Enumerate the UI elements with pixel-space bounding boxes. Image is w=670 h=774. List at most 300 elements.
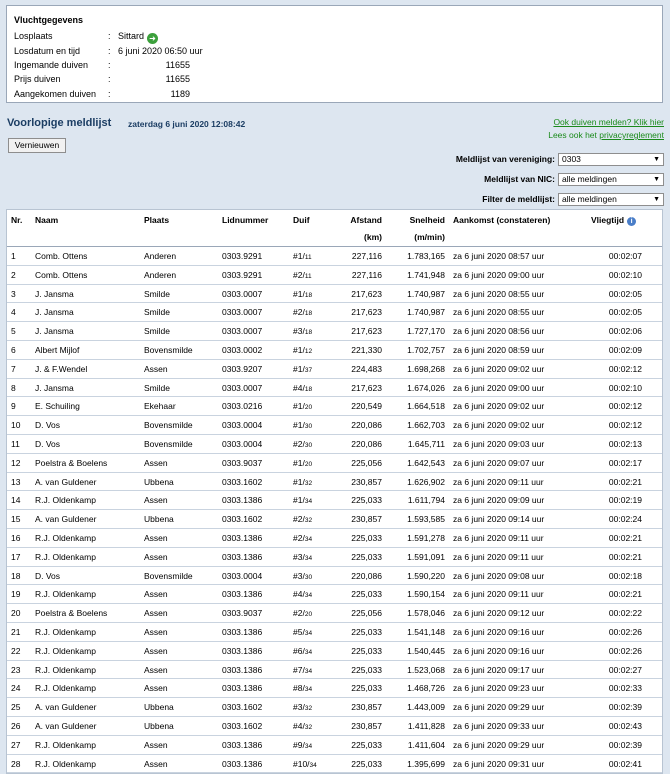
cell-nr: 28 xyxy=(11,758,21,769)
cell-lidnummer: 0303.0004 xyxy=(222,420,263,431)
cell-naam: R.J. Oldenkamp xyxy=(35,589,96,600)
col-aankomst: Aankomst (constateren) xyxy=(453,215,551,225)
cell-afstand: 217,623 xyxy=(351,288,382,299)
cell-duif: #3/34 xyxy=(293,551,313,562)
cell-snelheid: 1.593,585 xyxy=(407,514,445,525)
cell-plaats: Assen xyxy=(144,664,168,675)
cell-naam: A. van Guldener xyxy=(35,476,97,487)
cell-snelheid: 1.411,828 xyxy=(407,720,445,731)
cell-vliegtijd: 00:02:39 xyxy=(608,739,642,750)
cell-aankomst: za 6 juni 2020 09:33 uur xyxy=(453,720,545,731)
col-duif: Duif xyxy=(293,215,310,225)
cell-plaats: Bovensmilde xyxy=(144,438,193,449)
cell-nr: 14 xyxy=(11,495,21,506)
cell-lidnummer: 0303.0007 xyxy=(222,382,263,393)
cell-vliegtijd: 00:02:21 xyxy=(608,589,642,600)
cell-plaats: Smilde xyxy=(144,326,170,337)
vereniging-select[interactable]: 0303 ▼ xyxy=(558,153,664,166)
cell-nr: 5 xyxy=(11,326,16,337)
cell-plaats: Anderen xyxy=(144,269,177,280)
cell-aankomst: za 6 juni 2020 08:59 uur xyxy=(453,344,545,355)
table-row xyxy=(7,397,662,416)
table-row xyxy=(7,604,662,623)
cell-lidnummer: 0303.9291 xyxy=(222,269,263,280)
cell-afstand: 221,330 xyxy=(351,344,382,355)
cell-aankomst: za 6 juni 2020 08:55 uur xyxy=(453,307,545,318)
cell-vliegtijd: 00:02:09 xyxy=(608,344,642,355)
cell-plaats: Assen xyxy=(144,551,168,562)
report-pigeons-link[interactable]: Ook duiven melden? Klik hier xyxy=(553,117,664,127)
prijs-value: 11655 xyxy=(165,74,190,84)
cell-aankomst: za 6 juni 2020 09:00 uur xyxy=(453,382,545,393)
cell-afstand: 225,033 xyxy=(351,589,382,600)
table-row xyxy=(7,736,662,755)
cell-aankomst: za 6 juni 2020 08:56 uur xyxy=(453,326,545,337)
cell-nr: 12 xyxy=(11,457,21,468)
go-arrow-icon[interactable]: ➜ xyxy=(147,33,158,44)
cell-aankomst: za 6 juni 2020 09:02 uur xyxy=(453,420,545,431)
cell-afstand: 225,056 xyxy=(351,457,382,468)
cell-snelheid: 1.523,068 xyxy=(407,664,445,675)
cell-lidnummer: 0303.1386 xyxy=(222,758,263,769)
cell-naam: J. Jansma xyxy=(35,382,74,393)
cell-lidnummer: 0303.0007 xyxy=(222,326,263,337)
cell-aankomst: za 6 juni 2020 09:03 uur xyxy=(453,438,545,449)
cell-aankomst: za 6 juni 2020 08:57 uur xyxy=(453,251,545,261)
table-row xyxy=(7,567,662,586)
cell-naam: R.J. Oldenkamp xyxy=(35,626,96,637)
cell-snelheid: 1.740,987 xyxy=(407,288,445,299)
cell-snelheid: 1.674,026 xyxy=(407,382,445,393)
table-row xyxy=(7,473,662,492)
filter-label: Filter de meldlijst: xyxy=(482,194,555,204)
cell-plaats: Assen xyxy=(144,589,168,600)
cell-plaats: Assen xyxy=(144,363,168,374)
cell-nr: 25 xyxy=(11,702,21,713)
cell-duif: #1/30 xyxy=(293,420,313,431)
cell-snelheid: 1.395,699 xyxy=(407,758,445,769)
cell-snelheid: 1.590,154 xyxy=(407,589,445,600)
cell-naam: A. van Guldener xyxy=(35,720,97,731)
cell-duif: #2/34 xyxy=(293,532,313,543)
cell-afstand: 225,033 xyxy=(351,532,382,543)
cell-vliegtijd: 00:02:18 xyxy=(608,570,642,581)
cell-naam: R.J. Oldenkamp xyxy=(35,683,96,694)
col-snelheid: Snelheid xyxy=(409,215,445,225)
cell-duif: #2/11 xyxy=(293,269,312,280)
privacy-link[interactable]: privacyreglement xyxy=(599,130,664,140)
cell-lidnummer: 0303.1386 xyxy=(222,551,263,562)
table-row xyxy=(7,360,662,379)
cell-lidnummer: 0303.0007 xyxy=(222,307,263,318)
cell-duif: #4/18 xyxy=(293,382,313,393)
cell-naam: Poelstra & Boelens xyxy=(35,457,108,468)
cell-nr: 21 xyxy=(11,626,21,637)
cell-vliegtijd: 00:02:12 xyxy=(608,420,642,431)
cell-snelheid: 1.664,518 xyxy=(407,401,445,412)
cell-plaats: Bovensmilde xyxy=(144,570,193,581)
filter-nic xyxy=(380,173,664,186)
table-row xyxy=(7,341,662,360)
cell-snelheid: 1.645,711 xyxy=(407,438,445,449)
cell-nr: 2 xyxy=(11,269,16,280)
table-row xyxy=(7,454,662,473)
cell-afstand: 225,033 xyxy=(351,551,382,562)
cell-nr: 18 xyxy=(11,570,21,581)
cell-lidnummer: 0303.0007 xyxy=(222,288,263,299)
cell-snelheid: 1.578,046 xyxy=(407,608,445,619)
cell-nr: 3 xyxy=(11,288,16,299)
cell-nr: 8 xyxy=(11,382,16,393)
cell-naam: R.J. Oldenkamp xyxy=(35,645,96,656)
table-row xyxy=(7,698,662,717)
results-table xyxy=(6,209,663,774)
cell-lidnummer: 0303.0004 xyxy=(222,570,263,581)
cell-vliegtijd: 00:02:10 xyxy=(608,269,642,280)
cell-aankomst: za 6 juni 2020 09:16 uur xyxy=(453,626,545,637)
cell-plaats: Assen xyxy=(144,608,168,619)
cell-snelheid: 1.741,948 xyxy=(407,269,445,280)
cell-lidnummer: 0303.1386 xyxy=(222,645,263,656)
cell-nr: 13 xyxy=(11,476,21,487)
cell-naam: Comb. Ottens xyxy=(35,251,88,261)
cell-aankomst: za 6 juni 2020 09:29 uur xyxy=(453,702,545,713)
cell-nr: 20 xyxy=(11,608,21,619)
table-row xyxy=(7,285,662,304)
cell-nr: 24 xyxy=(11,683,21,694)
cell-plaats: Assen xyxy=(144,683,168,694)
cell-naam: J. Jansma xyxy=(35,326,74,337)
cell-plaats: Assen xyxy=(144,532,168,543)
cell-naam: Poelstra & Boelens xyxy=(35,608,108,619)
cell-aankomst: za 6 juni 2020 09:02 uur xyxy=(453,363,545,374)
cell-afstand: 217,623 xyxy=(351,307,382,318)
cell-lidnummer: 0303.9037 xyxy=(222,457,263,468)
cell-afstand: 230,857 xyxy=(351,702,382,713)
cell-snelheid: 1.626,902 xyxy=(407,476,445,487)
cell-vliegtijd: 00:02:13 xyxy=(608,438,642,449)
cell-vliegtijd: 00:02:07 xyxy=(608,251,642,261)
cell-aankomst: za 6 juni 2020 09:11 uur xyxy=(453,476,544,487)
cell-aankomst: za 6 juni 2020 09:11 uur xyxy=(453,551,544,562)
privacy-line xyxy=(548,130,664,140)
cell-snelheid: 1.590,220 xyxy=(407,570,445,581)
table-header xyxy=(7,210,662,247)
cell-duif: #3/32 xyxy=(293,702,313,713)
cell-lidnummer: 0303.0004 xyxy=(222,438,263,449)
cell-naam: R.J. Oldenkamp xyxy=(35,495,96,506)
cell-duif: #10/34 xyxy=(293,758,317,769)
cell-naam: D. Vos xyxy=(35,570,61,581)
cell-nr: 27 xyxy=(11,739,21,750)
cell-plaats: Assen xyxy=(144,457,168,468)
col-vliegtijd: Vliegtijd i xyxy=(591,215,636,226)
cell-aankomst: za 6 juni 2020 09:11 uur xyxy=(453,589,544,600)
cell-vliegtijd: 00:02:22 xyxy=(608,608,642,619)
flight-info-panel: Vluchtgegevens Losplaats : Sittard ➜ Losdatum en tijd : 6 juni 2020 06:50 uur Ingemande duiven : 11655 Prijs duiven : 11655 Aangekomen duiven : 1189 xyxy=(6,5,663,103)
cell-plaats: Ubbena xyxy=(144,514,174,525)
cell-nr: 9 xyxy=(11,401,16,412)
chevron-down-icon: ▼ xyxy=(653,156,660,163)
cell-lidnummer: 0303.1386 xyxy=(222,626,263,637)
cell-lidnummer: 0303.9037 xyxy=(222,608,263,619)
cell-afstand: 227,116 xyxy=(351,269,382,280)
privacy-prefix: Lees ook het xyxy=(548,130,600,140)
cell-naam: J. & F.Wendel xyxy=(35,363,88,374)
cell-afstand: 225,033 xyxy=(351,683,382,694)
cell-vliegtijd: 00:02:21 xyxy=(608,476,642,487)
cell-duif: #2/32 xyxy=(293,514,313,525)
info-icon[interactable]: i xyxy=(627,217,636,226)
cell-duif: #1/34 xyxy=(293,495,313,506)
col-nr: Nr. xyxy=(11,215,23,225)
table-row xyxy=(7,661,662,680)
cell-vliegtijd: 00:02:27 xyxy=(608,664,642,675)
cell-afstand: 225,033 xyxy=(351,739,382,750)
cell-lidnummer: 0303.1386 xyxy=(222,739,263,750)
flight-row-label: Losplaats xyxy=(14,31,53,41)
cell-naam: R.J. Oldenkamp xyxy=(35,664,96,675)
cell-vliegtijd: 00:02:05 xyxy=(608,307,642,318)
cell-snelheid: 1.541,148 xyxy=(407,626,445,637)
cell-snelheid: 1.698,268 xyxy=(407,363,445,374)
filter-vereniging xyxy=(380,153,664,166)
cell-snelheid: 1.642,543 xyxy=(407,457,445,468)
flight-info-title: Vluchtgegevens xyxy=(14,15,84,25)
cell-afstand: 224,483 xyxy=(351,363,382,374)
table-row xyxy=(7,679,662,698)
cell-snelheid: 1.591,278 xyxy=(407,532,445,543)
cell-nr: 6 xyxy=(11,344,16,355)
cell-nr: 7 xyxy=(11,363,16,374)
ingemande-value: 11655 xyxy=(165,60,190,70)
cell-duif: #2/18 xyxy=(293,307,313,318)
cell-aankomst: za 6 juni 2020 09:12 uur xyxy=(453,608,545,619)
col-lidnummer: Lidnummer xyxy=(222,215,269,225)
cell-afstand: 230,857 xyxy=(351,476,382,487)
cell-snelheid: 1.591,091 xyxy=(407,551,445,562)
cell-vliegtijd: 00:02:06 xyxy=(608,326,642,337)
cell-naam: R.J. Oldenkamp xyxy=(35,551,96,562)
table-row xyxy=(7,623,662,642)
table-row xyxy=(7,585,662,604)
filter-meldlijst xyxy=(380,193,664,206)
cell-afstand: 217,623 xyxy=(351,382,382,393)
cell-vliegtijd: 00:02:19 xyxy=(608,495,642,506)
cell-snelheid: 1.727,170 xyxy=(407,326,445,337)
chevron-down-icon: ▼ xyxy=(653,176,660,183)
cell-aankomst: za 6 juni 2020 09:00 uur xyxy=(453,269,545,280)
cell-lidnummer: 0303.0002 xyxy=(222,344,263,355)
cell-afstand: 225,033 xyxy=(351,758,382,769)
page-date: zaterdag 6 juni 2020 12:08:42 xyxy=(128,119,246,129)
cell-vliegtijd: 00:02:33 xyxy=(608,683,642,694)
cell-snelheid: 1.540,445 xyxy=(407,645,445,656)
cell-afstand: 230,857 xyxy=(351,514,382,525)
cell-nr: 11 xyxy=(11,438,20,449)
cell-vliegtijd: 00:02:26 xyxy=(608,626,642,637)
cell-vliegtijd: 00:02:12 xyxy=(608,363,642,374)
aangekomen-value: 1189 xyxy=(170,89,190,99)
cell-snelheid: 1.702,757 xyxy=(407,344,445,355)
flight-row-label: Aangekomen duiven xyxy=(14,89,97,99)
cell-aankomst: za 6 juni 2020 09:11 uur xyxy=(453,532,544,543)
cell-duif: #4/32 xyxy=(293,720,313,731)
cell-snelheid: 1.783,165 xyxy=(407,251,445,261)
table-body xyxy=(7,247,662,773)
cell-aankomst: za 6 juni 2020 09:17 uur xyxy=(453,664,545,675)
cell-duif: #2/20 xyxy=(293,608,313,619)
table-row xyxy=(7,529,662,548)
cell-snelheid: 1.443,009 xyxy=(407,702,445,713)
cell-duif: #1/20 xyxy=(293,457,313,468)
table-row xyxy=(7,491,662,510)
cell-plaats: Smilde xyxy=(144,307,170,318)
cell-naam: J. Jansma xyxy=(35,288,74,299)
cell-duif: #6/34 xyxy=(293,645,313,656)
cell-afstand: 227,116 xyxy=(351,251,382,261)
cell-aankomst: za 6 juni 2020 09:14 uur xyxy=(453,514,545,525)
cell-afstand: 225,056 xyxy=(351,608,382,619)
cell-nr: 22 xyxy=(11,645,21,656)
cell-aankomst: za 6 juni 2020 09:23 uur xyxy=(453,683,545,694)
cell-nr: 23 xyxy=(11,664,21,675)
table-row xyxy=(7,717,662,736)
flight-row-label: Losdatum en tijd xyxy=(14,46,81,56)
cell-afstand: 217,623 xyxy=(351,326,382,337)
table-row xyxy=(7,247,662,266)
cell-lidnummer: 0303.9207 xyxy=(222,363,263,374)
cell-snelheid: 1.740,987 xyxy=(407,307,445,318)
cell-naam: R.J. Oldenkamp xyxy=(35,758,96,769)
col-naam: Naam xyxy=(35,215,59,225)
cell-nr: 1 xyxy=(11,251,16,261)
cell-plaats: Assen xyxy=(144,626,168,637)
cell-plaats: Bovensmilde xyxy=(144,344,193,355)
cell-vliegtijd: 00:02:41 xyxy=(608,758,642,769)
cell-afstand: 225,033 xyxy=(351,495,382,506)
table-row xyxy=(7,510,662,529)
cell-aankomst: za 6 juni 2020 09:31 uur xyxy=(453,758,545,769)
chevron-down-icon: ▼ xyxy=(653,196,660,203)
cell-afstand: 220,086 xyxy=(351,420,382,431)
cell-plaats: Ekehaar xyxy=(144,401,176,412)
flight-row-label: Ingemande duiven xyxy=(14,60,89,70)
flight-row-label: Prijs duiven xyxy=(14,74,61,84)
cell-duif: #1/11 xyxy=(293,251,312,261)
cell-plaats: Bovensmilde xyxy=(144,420,193,431)
cell-duif: #8/34 xyxy=(293,683,313,694)
filter-label: Meldlijst van NIC: xyxy=(484,174,555,184)
table-row xyxy=(7,548,662,567)
cell-aankomst: za 6 juni 2020 09:07 uur xyxy=(453,457,545,468)
table-row xyxy=(7,642,662,661)
losplaats-value: Sittard xyxy=(118,31,145,41)
cell-afstand: 225,033 xyxy=(351,664,382,675)
cell-duif: #3/18 xyxy=(293,326,313,337)
cell-lidnummer: 0303.1386 xyxy=(222,589,263,600)
cell-nr: 16 xyxy=(11,532,21,543)
cell-duif: #1/18 xyxy=(293,288,313,299)
cell-vliegtijd: 00:02:17 xyxy=(608,457,642,468)
cell-nr: 10 xyxy=(11,420,21,431)
table-row xyxy=(7,303,662,322)
cell-vliegtijd: 00:02:26 xyxy=(608,645,642,656)
cell-lidnummer: 0303.1602 xyxy=(222,476,263,487)
cell-naam: A. van Guldener xyxy=(35,514,97,525)
cell-plaats: Assen xyxy=(144,495,168,506)
cell-plaats: Anderen xyxy=(144,251,177,261)
cell-nr: 17 xyxy=(11,551,21,562)
cell-plaats: Assen xyxy=(144,645,168,656)
cell-naam: Albert Mijlof xyxy=(35,344,80,355)
cell-aankomst: za 6 juni 2020 09:09 uur xyxy=(453,495,545,506)
cell-duif: #5/34 xyxy=(293,626,313,637)
cell-duif: #1/32 xyxy=(293,476,313,487)
cell-nr: 4 xyxy=(11,307,16,318)
page-title: Voorlopige meldlijst xyxy=(7,117,112,129)
refresh-button[interactable]: Vernieuwen xyxy=(8,138,66,153)
table-row xyxy=(7,435,662,454)
table-row xyxy=(7,266,662,285)
cell-naam: R.J. Oldenkamp xyxy=(35,739,96,750)
nic-select[interactable]: alle meldingen ▼ xyxy=(558,173,664,186)
cell-lidnummer: 0303.1386 xyxy=(222,495,263,506)
cell-vliegtijd: 00:02:21 xyxy=(608,532,642,543)
cell-lidnummer: 0303.0216 xyxy=(222,401,263,412)
col-plaats: Plaats xyxy=(144,215,170,225)
cell-nr: 15 xyxy=(11,514,21,525)
cell-naam: E. Schuiling xyxy=(35,401,80,412)
cell-duif: #1/12 xyxy=(293,344,313,355)
cell-duif: #4/34 xyxy=(293,589,313,600)
cell-naam: D. Vos xyxy=(35,438,61,449)
cell-aankomst: za 6 juni 2020 08:55 uur xyxy=(453,288,545,299)
cell-plaats: Smilde xyxy=(144,382,170,393)
losdatum-value: 6 juni 2020 06:50 uur xyxy=(118,46,203,56)
cell-lidnummer: 0303.1602 xyxy=(222,702,263,713)
cell-aankomst: za 6 juni 2020 09:16 uur xyxy=(453,645,545,656)
cell-snelheid: 1.662,703 xyxy=(407,420,445,431)
cell-aankomst: za 6 juni 2020 09:29 uur xyxy=(453,739,545,750)
cell-lidnummer: 0303.9291 xyxy=(222,251,263,261)
cell-naam: Comb. Ottens xyxy=(35,269,88,280)
cell-duif: #1/37 xyxy=(293,363,313,374)
cell-snelheid: 1.611,794 xyxy=(407,495,445,506)
cell-lidnummer: 0303.1602 xyxy=(222,720,263,731)
cell-nr: 19 xyxy=(11,589,21,600)
cell-duif: #1/20 xyxy=(293,401,313,412)
table-row xyxy=(7,755,662,774)
cell-plaats: Ubbena xyxy=(144,476,174,487)
cell-lidnummer: 0303.1386 xyxy=(222,683,263,694)
cell-naam: J. Jansma xyxy=(35,307,74,318)
cell-plaats: Ubbena xyxy=(144,720,174,731)
cell-afstand: 220,549 xyxy=(351,401,382,412)
col-afstand: Afstand xyxy=(350,215,382,225)
cell-vliegtijd: 00:02:10 xyxy=(608,382,642,393)
table-row xyxy=(7,416,662,435)
cell-naam: R.J. Oldenkamp xyxy=(35,532,96,543)
cell-afstand: 220,086 xyxy=(351,438,382,449)
cell-duif: #3/30 xyxy=(293,570,313,581)
cell-nr: 26 xyxy=(11,720,21,731)
meldlijst-filter-select[interactable]: alle meldingen ▼ xyxy=(558,193,664,206)
cell-aankomst: za 6 juni 2020 09:02 uur xyxy=(453,401,545,412)
cell-duif: #9/34 xyxy=(293,739,313,750)
cell-vliegtijd: 00:02:39 xyxy=(608,702,642,713)
cell-vliegtijd: 00:02:12 xyxy=(608,401,642,412)
